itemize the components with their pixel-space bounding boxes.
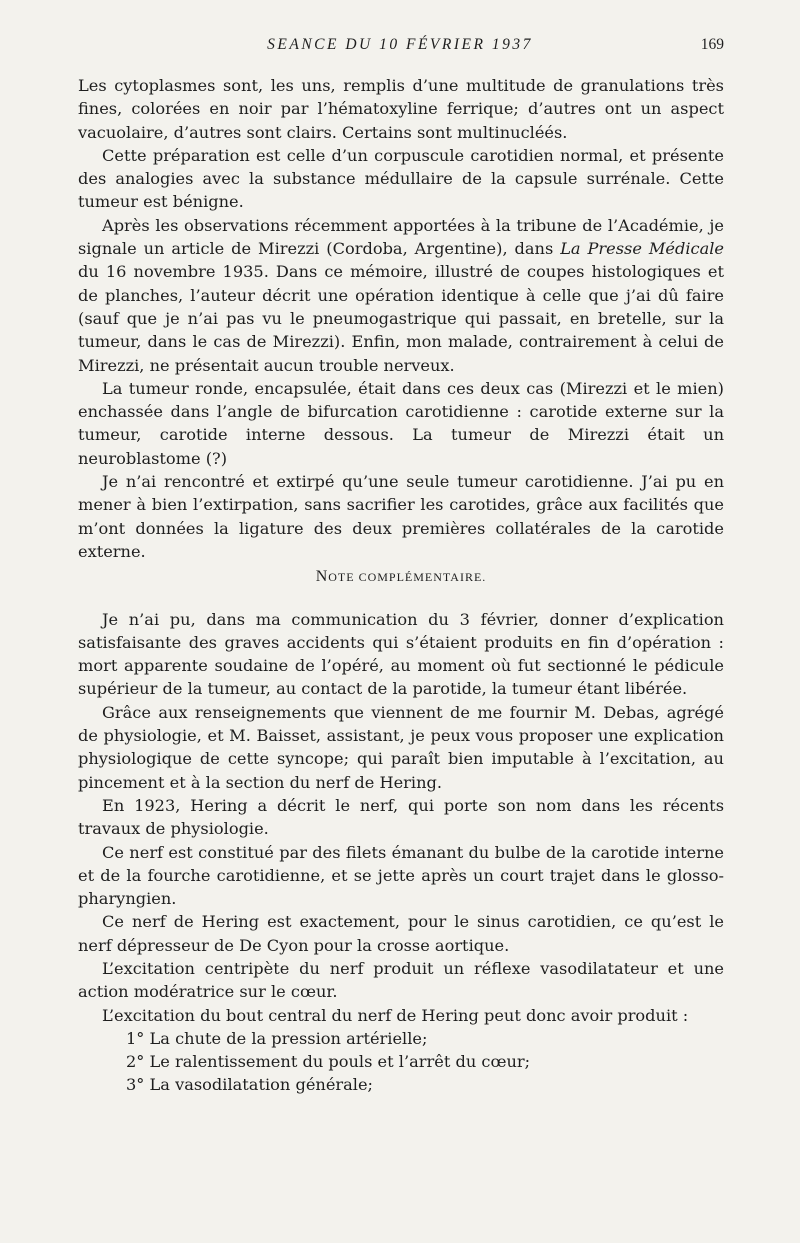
- paragraph: Ce nerf de Hering est exactement, pour le sinus carotidien, ce qu’est le nerf dépresseur de De Cyon pour la crosse aortique.: [78, 912, 724, 955]
- list-item: 3° La vasodilatation générale;: [126, 1075, 374, 1095]
- paragraph: Cette préparation est celle d’un corpuscule carotidien normal, et présente des analogies avec la substance médullaire de la capsule surrénale. Cette tumeur est bénigne.: [78, 145, 724, 212]
- paragraph: Je n’ai rencontré et extirpé qu’une seule tumeur carotidienne. J’ai pu en mener à bien l’extirpation, sans sacrifier les carotides, grâce aux facilités que m’ont données la ligature des deux premières collatérales de la carotide externe.: [78, 472, 724, 561]
- paragraph: L’excitation du bout central du nerf de Hering peut donc avoir produit :: [102, 1005, 689, 1025]
- paragraph: [78, 214, 724, 377]
- list-item: 1° La chute de la pression artérielle;: [126, 1028, 428, 1048]
- paragraph: En 1923, Hering a décrit le nerf, qui porte son nom dans les récents travaux de physiologie.: [78, 795, 724, 839]
- running-title: SEANCE DU 10 FÉVRIER 1937: [267, 36, 533, 53]
- paragraph: Les cytoplasmes sont, les uns, remplis d’une multitude de granulations très fines, colorées en noir par l’hématoxyline ferrique; d’autres ont un aspect vacuolaire, d’autres sont clairs. Certains sont multinucléés.: [78, 76, 724, 142]
- running-header: [0, 36, 800, 58]
- paragraph: Ce nerf est constitué par des filets émanant du bulbe de la carotide interne et de la fourche carotidienne, et se jette après un court trajet dans le glosso-pharyngien.: [78, 842, 724, 909]
- journal-title: La Presse Médicale: [560, 239, 725, 259]
- paragraph: Grâce aux renseignements que viennent de me fournir M. Debas, agrégé de physiologie, et M. Baisset, assistant, je peux vous proposer une explication physiologique de cette syncope; qui paraît bien imputable à l’excitation, au pincement et à la section du nerf de Hering.: [78, 702, 724, 792]
- paragraph: Je n’ai pu, dans ma communication du 3 février, donner d’explication satisfaisante des graves accidents qui s’étaient produits en fin d’opération : mort apparente soudaine de l’opéré, au moment où fut sectionné le pédicule supérieur de la tumeur, au contact de la parotide, la tumeur étant libérée.: [78, 609, 724, 699]
- list-item: 2° Le ralentissement du pouls et l’arrêt du cœur;: [126, 1052, 531, 1072]
- paragraph-text: Après les observations récemment apportées à la tribune de l’Académie, je signale un article de Mirezzi (Cordoba, Argentine), dans: [78, 215, 724, 259]
- section-heading-rest: OTE COMPLÉMENTAIRE.: [328, 570, 487, 585]
- paragraph: La tumeur ronde, encapsulée, était dans ces deux cas (Mirezzi et le mien) enchassée dans l’angle de bifurcation carotidienne : carotide externe sur la tumeur, carotide interne dessous. La tumeur de Mirezzi était un neuroblastome (?): [78, 378, 724, 468]
- section-heading: [78, 565, 724, 589]
- section-heading-initial: N: [315, 568, 329, 586]
- paragraph-text: du 16 novembre 1935. Dans ce mémoire, illustré de coupes histologiques et de planches, l’auteur décrit une opération identique à celle que j’ai dû faire (sauf que je n’ai pas vu le pneumogastrique qui passait, en bretelle, sur la tumeur, dans le cas de Mirezzi). Enfin, mon malade, contrairement à celui de Mirezzi, ne présentait aucun trouble nerveux.: [78, 262, 724, 375]
- body-text: [78, 74, 724, 1097]
- paragraph: L’excitation centripète du nerf produit un réflexe vasodilatateur et une action modératrice sur le cœur.: [78, 958, 724, 1002]
- page-number: 169: [700, 36, 724, 53]
